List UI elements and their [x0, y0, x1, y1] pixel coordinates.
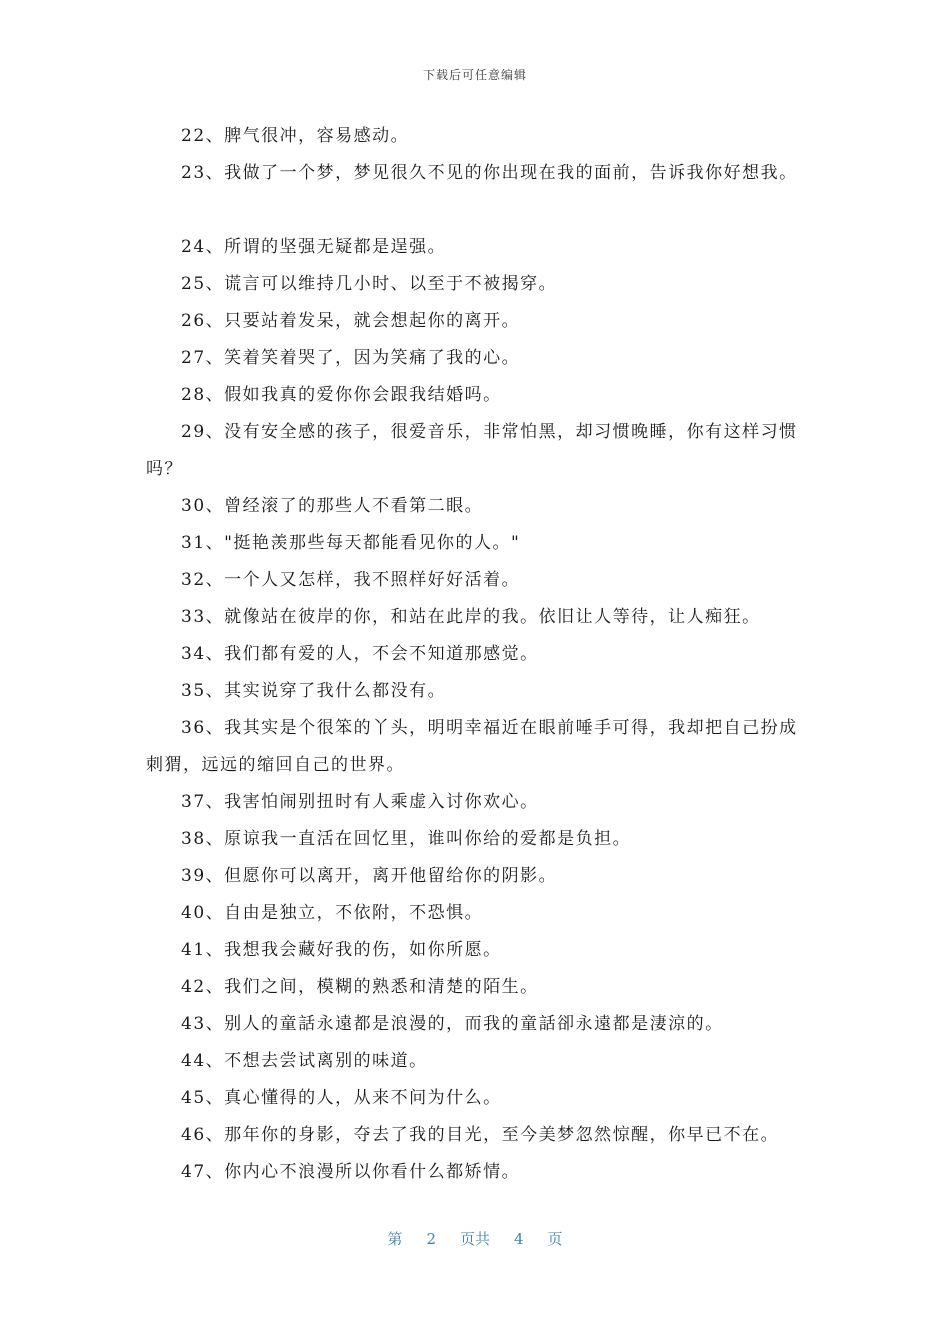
- footer-page-middle: 页共: [459, 1230, 490, 1248]
- list-item: 23、我做了一个梦，梦见很久不见的你出现在我的面前，告诉我你好想我。: [181, 163, 798, 183]
- footer-total-pages: 4: [514, 1230, 524, 1248]
- list-item: 26、只要站着发呆，就会想起你的离开。: [181, 311, 521, 331]
- list-item: 41、我想我会藏好我的伤，如你所愿。: [181, 940, 502, 960]
- list-item: 32、一个人又怎样，我不照样好好活着。: [181, 570, 521, 590]
- document-body: [146, 118, 814, 1191]
- list-item: 22、脾气很冲，容易感动。: [181, 126, 410, 146]
- list-item: 43、别人的童話永遠都是浪漫的，而我的童話卻永遠都是淒涼的。: [181, 1014, 724, 1034]
- list-item: 40、自由是独立，不依附，不恐惧。: [181, 903, 484, 923]
- list-item: 34、我们都有爱的人，不会不知道那感觉。: [181, 644, 539, 664]
- page-footer: [0, 1228, 950, 1249]
- list-item: 28、假如我真的爱你你会跟我结婚吗。: [181, 385, 502, 405]
- list-item: 45、真心懂得的人，从来不问为什么。: [181, 1088, 502, 1108]
- list-item: 42、我们之间，模糊的熟悉和清楚的陌生。: [181, 977, 539, 997]
- list-item: 27、笑着笑着哭了，因为笑痛了我的心。: [181, 348, 521, 368]
- list-item: 29、没有安全感的孩子，很爱音乐，非常怕黑，却习惯晚睡，你有这样习惯吗？: [146, 422, 798, 479]
- list-item: 46、那年你的身影，夺去了我的目光，至今美梦忽然惊醒，你早已不在。: [181, 1125, 780, 1145]
- list-item: 36、我其实是个很笨的丫头，明明幸福近在眼前唾手可得，我却把自己扮成刺猬，远远的缩回自己的世界。: [146, 718, 798, 775]
- list-item: 35、其实说穿了我什么都没有。: [181, 681, 447, 701]
- list-item: 25、谎言可以维持几小时、以至于不被揭穿。: [181, 274, 558, 294]
- list-item: 30、曾经滚了的那些人不看第二眼。: [181, 496, 484, 516]
- page-header: 下载后可任意编辑: [422, 68, 527, 82]
- footer-page-suffix: 页: [547, 1230, 563, 1248]
- list-item: 31、"挺艳羡那些每天都能看见你的人。": [181, 533, 521, 553]
- list-item: 24、所谓的坚强无疑都是逞强。: [181, 237, 447, 257]
- list-item: 38、原谅我一直活在回忆里，谁叫你给的爱都是负担。: [181, 829, 632, 849]
- footer-page-number: 2: [426, 1230, 436, 1248]
- footer-page-prefix: 第: [387, 1230, 403, 1248]
- list-item: 37、我害怕闹别扭时有人乘虚入讨你欢心。: [181, 792, 539, 812]
- list-item: 39、但愿你可以离开，离开他留给你的阴影。: [181, 866, 558, 886]
- list-item: 44、不想去尝试离别的味道。: [181, 1051, 428, 1071]
- list-item: 33、就像站在彼岸的你，和站在此岸的我。依旧让人等待，让人痴狂。: [181, 607, 761, 627]
- list-item: 47、你内心不浪漫所以你看什么都矫情。: [181, 1162, 521, 1182]
